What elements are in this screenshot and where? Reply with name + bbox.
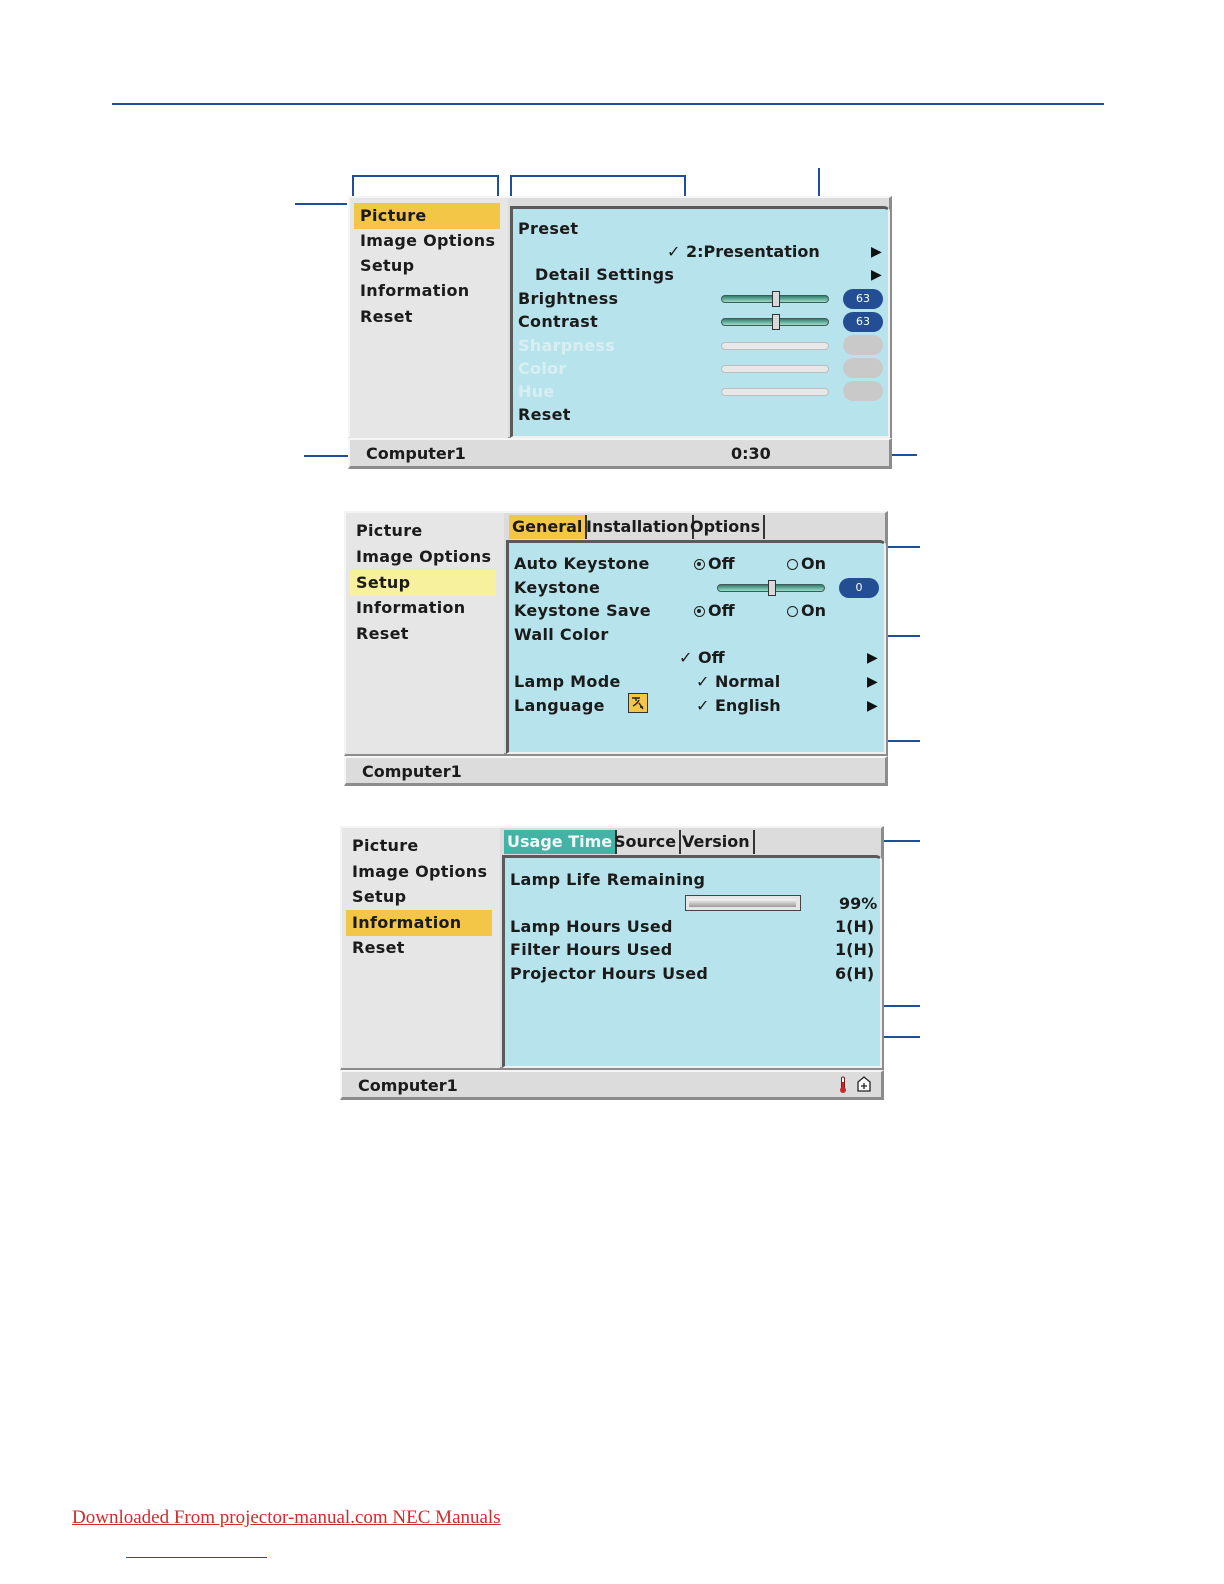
keystone-slider[interactable] bbox=[717, 584, 825, 592]
auto-keystone-off-radio[interactable]: Off bbox=[694, 554, 735, 573]
picture-submenu-panel bbox=[510, 206, 890, 438]
lamp-hours-label: Lamp Hours Used bbox=[510, 917, 673, 936]
picture-menu-window bbox=[348, 196, 892, 440]
slider-thumb[interactable] bbox=[768, 580, 776, 596]
menu-item-image-options[interactable]: Image Options bbox=[352, 862, 488, 881]
color-slider bbox=[721, 365, 829, 373]
menu-item-picture[interactable]: Picture bbox=[354, 203, 500, 229]
wall-color-label[interactable]: Wall Color bbox=[514, 625, 609, 644]
tab-source[interactable]: Source bbox=[611, 830, 681, 854]
tab-options[interactable]: Options bbox=[687, 515, 765, 539]
status-bar bbox=[340, 1070, 884, 1100]
footer-rule bbox=[126, 1557, 267, 1558]
play-arrow-icon[interactable]: ▶ bbox=[867, 698, 878, 714]
menu-item-reset[interactable]: Reset bbox=[356, 624, 409, 643]
lamp-mode-value[interactable]: ✓ Normal bbox=[696, 672, 781, 691]
menu-item-reset[interactable]: Reset bbox=[352, 938, 405, 957]
source-name: Computer1 bbox=[358, 1076, 458, 1095]
color-value-badge bbox=[843, 358, 883, 378]
slider-thumb[interactable] bbox=[772, 314, 780, 330]
remaining-time: 0:30 bbox=[731, 444, 771, 463]
wall-color-value[interactable]: ✓ Off bbox=[679, 648, 725, 667]
menu-item-picture[interactable]: Picture bbox=[356, 521, 423, 540]
projector-hours-label: Projector Hours Used bbox=[510, 964, 709, 983]
filter-hours-label: Filter Hours Used bbox=[510, 940, 673, 959]
filter-hours-value: 1(H) bbox=[835, 940, 875, 959]
tab-general[interactable]: General bbox=[509, 515, 587, 539]
setup-menu-window bbox=[344, 511, 888, 756]
brightness-value-badge: 63 bbox=[843, 289, 883, 309]
keystone-save-on-radio[interactable]: On bbox=[787, 601, 826, 620]
status-bar bbox=[344, 756, 888, 786]
hue-label: Hue bbox=[518, 382, 555, 401]
header-rule bbox=[112, 103, 1104, 105]
tab-installation[interactable]: Installation bbox=[583, 515, 694, 539]
menu-item-image-options[interactable]: Image Options bbox=[356, 547, 492, 566]
setup-general-panel bbox=[506, 540, 886, 754]
menu-item-setup[interactable]: Setup bbox=[350, 570, 496, 596]
language-label[interactable]: Language bbox=[514, 696, 605, 715]
play-arrow-icon[interactable]: ▶ bbox=[871, 244, 882, 260]
color-label: Color bbox=[518, 359, 567, 378]
keystone-label[interactable]: Keystone bbox=[514, 578, 601, 597]
keystone-save-off-radio[interactable]: Off bbox=[694, 601, 735, 620]
preset-label[interactable]: Preset bbox=[518, 219, 579, 238]
menu-item-setup[interactable]: Setup bbox=[352, 887, 407, 906]
lamp-life-label: Lamp Life Remaining bbox=[510, 870, 706, 889]
lamp-life-value: 99% bbox=[839, 894, 878, 913]
status-bar bbox=[348, 438, 892, 469]
sharpness-value-badge bbox=[843, 335, 883, 355]
brightness-label[interactable]: Brightness bbox=[518, 289, 619, 308]
projector-hours-value: 6(H) bbox=[835, 964, 875, 983]
menu-item-information[interactable]: Information bbox=[360, 281, 470, 300]
menu-item-picture[interactable]: Picture bbox=[352, 836, 419, 855]
menu-item-information[interactable]: Information bbox=[346, 910, 492, 936]
slider-thumb[interactable] bbox=[772, 291, 780, 307]
source-name: Computer1 bbox=[366, 444, 466, 463]
menu-item-reset[interactable]: Reset bbox=[360, 307, 413, 326]
source-name: Computer1 bbox=[362, 762, 462, 781]
language-icon bbox=[628, 693, 648, 713]
reset-label[interactable]: Reset bbox=[518, 405, 571, 424]
information-menu-window bbox=[340, 826, 884, 1070]
keystone-value-badge: 0 bbox=[839, 578, 879, 598]
tab-usage-time[interactable]: Usage Time bbox=[504, 830, 617, 854]
main-menu bbox=[342, 828, 500, 1068]
play-arrow-icon[interactable]: ▶ bbox=[867, 674, 878, 690]
lamp-life-fill bbox=[689, 899, 796, 907]
sharpness-label: Sharpness bbox=[518, 336, 616, 355]
language-value[interactable]: ✓ English bbox=[696, 696, 781, 715]
contrast-slider[interactable] bbox=[721, 318, 829, 326]
main-menu bbox=[350, 198, 508, 438]
thermometer-icon bbox=[839, 1076, 847, 1098]
play-arrow-icon[interactable]: ▶ bbox=[867, 650, 878, 666]
main-menu bbox=[346, 513, 504, 754]
hue-slider bbox=[721, 388, 829, 396]
tab-version[interactable]: Version bbox=[679, 830, 755, 854]
detail-settings-label[interactable]: Detail Settings bbox=[535, 265, 675, 284]
menu-item-information[interactable]: Information bbox=[356, 598, 466, 617]
hue-value-badge bbox=[843, 381, 883, 401]
auto-keystone-on-radio[interactable]: On bbox=[787, 554, 826, 573]
usage-time-panel bbox=[502, 855, 882, 1068]
brightness-slider[interactable] bbox=[721, 295, 829, 303]
lamp-mode-label[interactable]: Lamp Mode bbox=[514, 672, 621, 691]
keystone-save-label[interactable]: Keystone Save bbox=[514, 601, 651, 620]
lamp-hours-value: 1(H) bbox=[835, 917, 875, 936]
contrast-label[interactable]: Contrast bbox=[518, 312, 599, 331]
lamp-life-bar bbox=[685, 895, 801, 911]
auto-keystone-label[interactable]: Auto Keystone bbox=[514, 554, 650, 573]
sharpness-slider bbox=[721, 342, 829, 350]
play-arrow-icon[interactable]: ▶ bbox=[871, 267, 882, 283]
key-lock-icon bbox=[856, 1076, 872, 1096]
download-source-link[interactable]: Downloaded From projector-manual.com NEC Manuals bbox=[72, 1507, 501, 1528]
menu-item-setup[interactable]: Setup bbox=[360, 256, 415, 275]
contrast-value-badge: 63 bbox=[843, 312, 883, 332]
menu-item-image-options[interactable]: Image Options bbox=[360, 231, 496, 250]
preset-value[interactable]: ✓ 2:Presentation bbox=[667, 242, 820, 261]
